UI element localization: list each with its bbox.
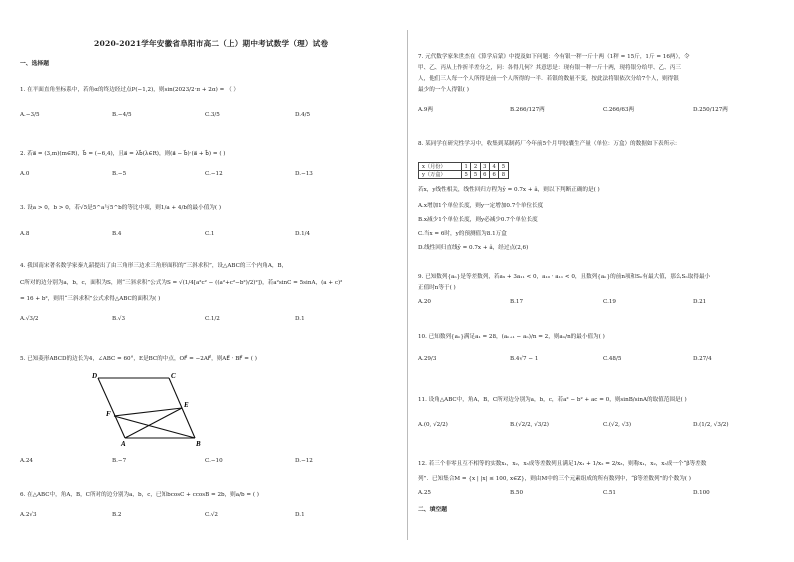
table-cell: 5 [471,171,480,179]
question-8-line-2: 若x，y线性相关，线性回归方程为ŷ = 0.7x + â，则以下判断正确的是( ) [418,187,600,193]
q9-option-c[interactable]: C.19 [603,299,616,305]
q12-option-b[interactable]: B.50 [510,490,524,496]
edge-da [98,378,125,438]
question-7-line-3: 人，他们三人每一个人所得是前一个人所得的一半．若银的数量不变，按此法将银依次分给7个人，则得银 [418,76,679,82]
section-heading-choice: 一、选择题 [20,61,49,67]
q12-option-d[interactable]: D.100 [693,490,710,496]
left-column [20,0,392,562]
q6-option-c[interactable]: C.√2 [205,512,218,518]
q6-option-b[interactable]: B.2 [112,512,122,518]
right-column [418,0,790,562]
q8-option-b[interactable]: B.x减少1个单位长度，则y必减少0.7个单位长度 [418,217,538,223]
question-9-line-2: 正值时n等于( ) [418,285,456,291]
question-2-text: 2. 若a⃗ = (3,m)(m∈R)，b⃗ = (−6,4)，且a⃗ = λb⃗(λ∈R)，则(a⃗ − b⃗)·(a⃗ + b⃗) = ( ) [20,151,226,157]
q2-option-c[interactable]: C.−12 [205,171,223,177]
q10-option-c[interactable]: C.48/5 [603,356,622,362]
table-cell: 5 [499,163,508,171]
question-1-text: 1. 在平面直角坐标系中，若角α的终边经过点P(−1,2)，则sin(2023/2·π + 2α) = （ ） [20,87,240,93]
q9-option-b[interactable]: B.17 [510,299,524,305]
q2-option-d[interactable]: D.−13 [295,171,313,177]
section-heading-fill: 二、填空题 [418,507,447,513]
label-e: E [184,401,189,409]
table-cell: 1 [462,163,471,171]
question-8-line-1: 8. 某同学在研究性学习中，收集到某制药厂今年前5个月甲胶囊生产量（单位：万盒）的数据如下表所示： [418,141,681,147]
q11-option-b[interactable]: B.(√2/2, √3/2) [510,422,549,428]
q3-option-a[interactable]: A.8 [20,231,30,237]
segment-ae [125,408,182,438]
segment-fe [114,408,182,416]
q8-option-a[interactable]: A.x增加1个单位长度，则y一定增加0.7个单位长度 [418,203,544,209]
q5-option-d[interactable]: D.−12 [295,458,313,464]
table-row-month [419,163,509,171]
label-b: B [196,440,201,448]
question-4-line-2: C所对的边分别为a，b，c，面积为S，则“三斜求积”公式为S = √(1/4[a²c² − ((a²+c²−b²)/2)²])，若a²sinC = 5sinA，(a + c)² [20,280,343,286]
q9-option-a[interactable]: A.20 [418,299,431,305]
q4-option-b[interactable]: B.√3 [112,316,126,322]
q8-option-d[interactable]: D.线性回归直线ŷ = 0.7x + â，经过点(2,6) [418,245,529,251]
q10-option-a[interactable]: A.29/3 [418,356,437,362]
question-7-line-2: 甲、乙、丙从上作折半差分之，问：各得几何？其意思是：现有银一秤一斤十两，现将银分给甲、乙、丙三 [418,65,681,71]
label-a: A [121,440,126,448]
question-5-text: 5. 已知菱形ABCD的边长为4，∠ABC = 60°，E是BC的中点，OF⃗ = −2AF⃗，则AE⃗ · BF⃗ = ( ) [20,356,257,362]
q3-option-d[interactable]: D.1/4 [295,231,311,237]
question-7-line-4: 最少的一个人得银( ) [418,87,469,93]
table-cell: 3 [480,163,489,171]
column-divider [407,30,408,540]
q2-option-a[interactable]: A.0 [20,171,30,177]
question-4-line-3: = 16 + b²，则用“三斜求积”公式求得△ABC的面积为( ) [20,296,161,302]
table-cell: 8 [499,171,508,179]
q3-option-b[interactable]: B.4 [112,231,122,237]
table-cell: 4 [489,163,498,171]
question-4-line-1: 4. 我国南宋著名数学家秦九韶提出了由三角形三边求三角形面积的“三斜求积”，设△ABC的三个内角A，B， [20,263,288,269]
q3-option-c[interactable]: C.1 [205,231,215,237]
question-7-line-1: 7. 元代数学家朱世杰在《算学启蒙》中提及如下问题：今有银一秤一斤十两（1秤 = 15斤，1斤 = 16两），令 [418,54,690,60]
table-cell: 2 [471,163,480,171]
question-6-text: 6. 在△ABC中，角A，B，C所对的边分别为a，b，c，已知bcosC + ccosB = 2b，则a/b = ( ) [20,492,259,498]
q5-option-a[interactable]: A.24 [20,458,33,464]
label-c: C [171,372,176,380]
production-table [418,162,509,179]
q5-option-b[interactable]: B.−7 [112,458,127,464]
exam-title: 2020-2021学年安徽省阜阳市高二（上）期中考试数学（理）试卷 [94,39,329,48]
table-cell: x（月份） [419,163,462,171]
q1-option-a[interactable]: A.−3/5 [20,112,40,118]
table-cell: 5 [462,171,471,179]
q1-option-b[interactable]: B.−4/5 [112,112,132,118]
q11-option-a[interactable]: A.(0, √2/2) [418,422,448,428]
segment-fb [114,416,195,438]
q8-option-c[interactable]: C.当x = 6时，y的预测值为8.1万盒 [418,231,507,237]
label-f: F [106,410,111,418]
q7-option-d[interactable]: D.250/127两 [693,107,728,113]
q6-option-a[interactable]: A.2√3 [20,512,37,518]
q6-option-d[interactable]: D.1 [295,512,305,518]
q11-option-d[interactable]: D.(1/2, √3/2) [693,422,729,428]
q12-option-c[interactable]: C.51 [603,490,616,496]
question-9-line-1: 9. 已知数列{aₙ}是等差数列，若a₉ + 3a₁₁ < 0，a₁₀ · a₁₁ < 0，且数列{aₙ}的前n项和Sₙ有最大值，那么Sₙ取得最小 [418,274,711,280]
question-3-text: 3. 设a > 0，b > 0，若√5是5^a与5^b的等比中项，则1/a + 4/b的最小值为( ) [20,205,222,211]
question-12-line-1: 12. 若三个非零且互不相等的实数x₁，x₂，x₃成等差数列且满足1/x₁ + 1/x₂ = 2/x₃，则称x₁，x₂，x₃成一个“β等差数 [418,461,707,467]
q2-option-b[interactable]: B.−5 [112,171,127,177]
table-cell: y（万盒） [419,171,462,179]
question-11-text: 11. 设角△ABC中，角A，B，C所对边分别为a，b，c，若a² − b² + ac = 0，则sinB/sinA的取值范围是( ) [418,397,687,403]
table-cell: 6 [489,171,498,179]
q5-option-c[interactable]: C.−10 [205,458,223,464]
table-cell: 6 [480,171,489,179]
q9-option-d[interactable]: D.21 [693,299,707,305]
q4-option-a[interactable]: A.√3/2 [20,316,39,322]
q4-option-d[interactable]: D.1 [295,316,305,322]
q10-option-b[interactable]: B.4√7 − 1 [510,356,539,362]
table-row-output [419,171,509,179]
q10-option-d[interactable]: D.27/4 [693,356,712,362]
question-12-line-2: 列”．已知集合M = {x | |x| ≤ 100, x∈Z}，则由M中的三个元素组成的所有数列中，“β等差数列”的个数为( ) [418,476,691,482]
q7-option-c[interactable]: C.266/63两 [603,107,635,113]
label-d: D [92,372,98,380]
q1-option-c[interactable]: C.3/5 [205,112,220,118]
q1-option-d[interactable]: D.4/5 [295,112,311,118]
rhombus-figure [20,370,220,448]
q11-option-c[interactable]: C.(√2, √3) [603,422,632,428]
q12-option-a[interactable]: A.25 [418,490,431,496]
q7-option-a[interactable]: A.9两 [418,107,433,113]
q7-option-b[interactable]: B.266/127两 [510,107,545,113]
question-10-text: 10. 已知数列{aₙ}满足a₁ = 28，(aₙ₊₁ − aₙ)/n = 2，则aₙ/n的最小值为( ) [418,334,605,340]
q4-option-c[interactable]: C.1/2 [205,316,220,322]
